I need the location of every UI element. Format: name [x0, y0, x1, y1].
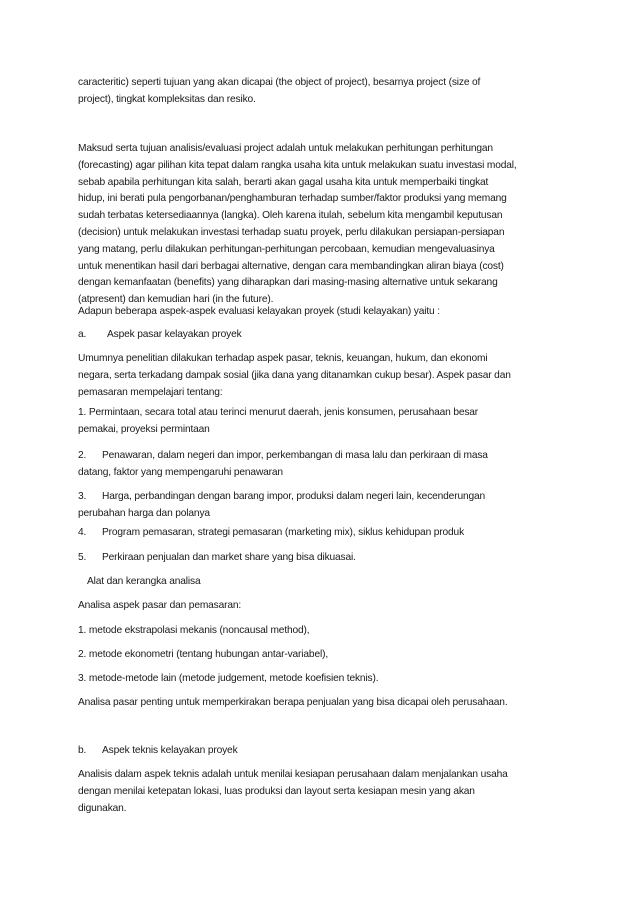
text-line: sudah terbatas ketersediaannya (langka). Oleh karena itulah, sebelum kita mengambil keputusan — [78, 210, 503, 222]
method-1 — [78, 623, 568, 640]
text-line: Analisis dalam aspek teknis adalah untuk menilai kesiapan perusahaan dalam menjalankan usaha — [78, 769, 508, 780]
list-item-2 — [78, 448, 568, 482]
list-marker: 2. — [78, 450, 87, 461]
text-line: 1. Permintaan, secara total atau terinci menurut daerah, jenis konsumen, perusahaan besar — [78, 407, 479, 418]
method-2 — [78, 647, 568, 664]
section-a-heading — [78, 327, 568, 344]
text-line: untuk menentikan hasil dari berbagai alternative, dengan cara membandingkan aliran biaya (cost) — [78, 260, 504, 272]
text-line: sebab apabila perhitungan kita salah, berarti akan gagal usaha kita untuk memperbaiki tingkat — [78, 176, 489, 188]
list-marker: 4. — [78, 527, 87, 538]
text-line: Analisa pasar penting untuk memperkirakan berapa penjualan yang bisa dicapai oleh perusahaan. — [78, 697, 508, 708]
text-line: Harga, perbandingan dengan barang impor, produksi dalam negeri lain, kecenderungan — [102, 491, 486, 502]
text-line: 1. metode ekstrapolasi mekanis (noncausal method), — [78, 625, 310, 636]
list-marker: 3. — [78, 491, 87, 502]
text-line: dengan kemanfaatan (benefits) yang diharapkan dari masing-masing alternative untuk sekarang — [78, 277, 498, 289]
analisa-pasar-paragraph — [78, 695, 568, 712]
text-line: digunakan. — [78, 802, 127, 814]
list-item-5 — [78, 550, 568, 567]
section-b-title: Aspek teknis kelayakan proyek — [102, 745, 238, 756]
section-a-marker: a. — [78, 329, 87, 340]
intro-paragraph — [78, 75, 568, 109]
text-line: hidup, ini berati pula pengorbanan/penghamburan terhadap sumber/faktor produksi yang memang — [78, 193, 507, 205]
list-item-4 — [78, 525, 568, 542]
text-line: pemasaran mempelajari tentang: — [78, 386, 223, 398]
maksud-paragraph — [78, 141, 568, 309]
text-line: Analisa aspek pasar dan pemasaran: — [78, 600, 242, 611]
text-line: dengan menilai ketepatan lokasi, luas produksi dan layout serta kesiapan mesin yang akan — [78, 785, 475, 797]
text-line: Penawaran, dalam negeri dan impor, perkembangan di masa lalu dan perkiraan di masa — [102, 450, 488, 461]
text-line: perubahan harga dan polanya — [78, 507, 210, 519]
text-line: (decision) untuk melakukan investasi terhadap suatu proyek, perlu dilakukan persiapan-persiapan — [78, 226, 505, 238]
section-a-title: Aspek pasar kelayakan proyek — [107, 329, 242, 340]
text-line: Umumnya penelitian dilakukan terhadap aspek pasar, teknis, keuangan, hukum, dan ekonomi — [78, 353, 488, 364]
list-marker: 5. — [78, 552, 87, 563]
adapun-paragraph — [78, 304, 568, 321]
text-line: caracteritic) seperti tujuan yang akan dicapai (the object of project), besarnya project (size of — [78, 77, 481, 88]
text-line: pemakai, proyeksi permintaan — [78, 423, 210, 435]
analisa-heading — [78, 598, 568, 615]
text-line: (forecasting) agar pilihan kita tepat dalam rangka usaha kita untuk melakukan suatu investasi modal, — [78, 159, 517, 171]
text-line: Perkiraan penjualan dan market share yang bisa dikuasai. — [102, 552, 356, 563]
text-line: negara, serta terkadang dampak sosial (jika dana yang ditanamkan cukup besar). Aspek pasar dan — [78, 369, 511, 381]
list-item-3 — [78, 489, 568, 523]
text-line: (atpresent) dan kemudian hari (in the future). — [78, 294, 274, 306]
section-b-marker: b. — [78, 745, 87, 756]
text-line: Alat dan kerangka analisa — [87, 576, 201, 587]
umumnya-paragraph — [78, 351, 568, 401]
text-line: 3. metode-metode lain (metode judgement, metode koefisien teknis). — [78, 673, 379, 684]
text-line: Program pemasaran, strategi pemasaran (marketing mix), siklus kehidupan produk — [102, 527, 465, 538]
section-b-heading — [78, 743, 568, 760]
method-3 — [78, 671, 568, 688]
list-item-1 — [78, 405, 568, 439]
teknis-paragraph — [78, 767, 568, 817]
text-line: Maksud serta tujuan analisis/evaluasi project adalah untuk melakukan perhitungan perhitungan — [78, 143, 493, 154]
text-line: yang matang, perlu dilakukan perhitungan-perhitungan percobaan, kemudian mengevaluasinya — [78, 243, 495, 255]
text-line: Adapun beberapa aspek-aspek evaluasi kelayakan proyek (studi kelayakan) yaitu : — [78, 306, 440, 317]
text-line: datang, faktor yang mempengaruhi penawaran — [78, 466, 283, 478]
text-line: 2. metode ekonometri (tentang hubungan antar-variabel), — [78, 649, 328, 660]
text-line: project), tingkat kompleksitas dan resiko. — [78, 93, 256, 105]
alat-heading — [87, 574, 577, 591]
